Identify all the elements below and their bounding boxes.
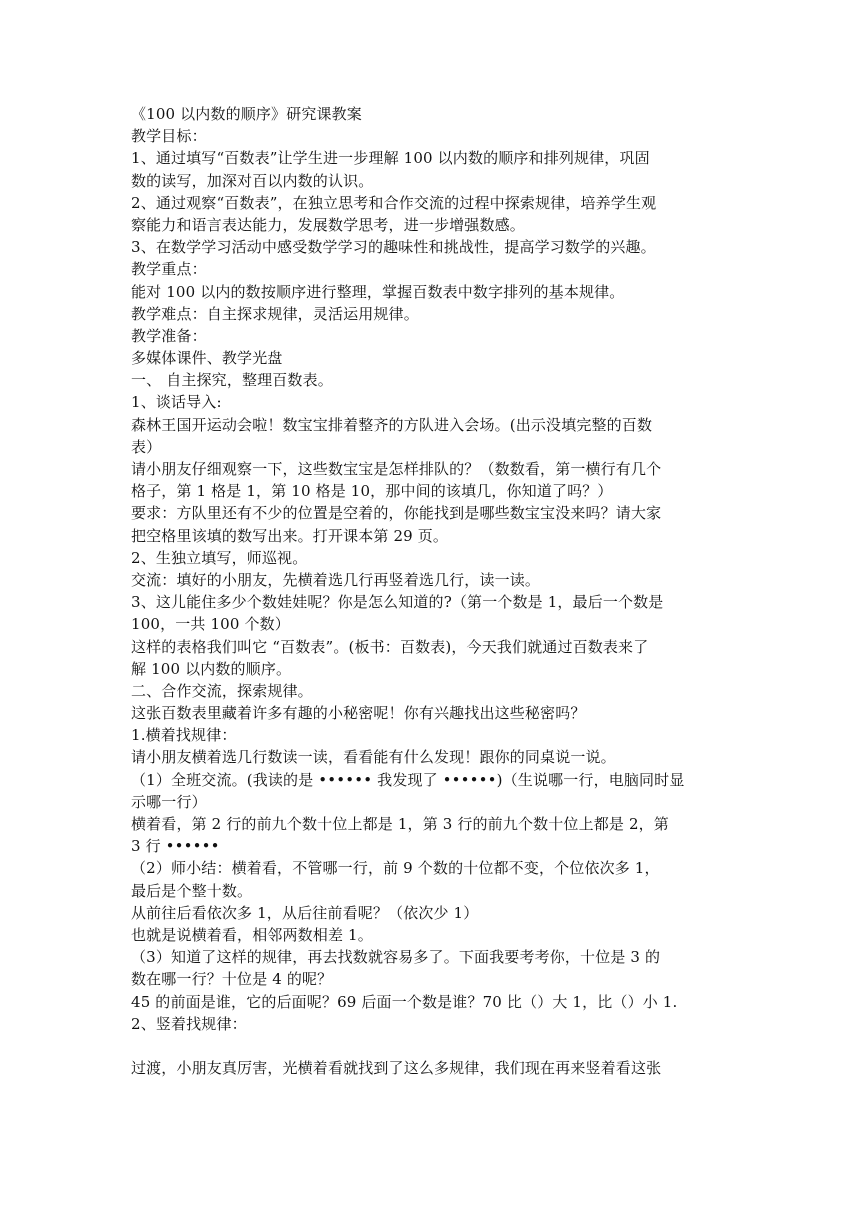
text-line: 表） [131,437,162,456]
text-line: 交流：填好的小朋友，先横着选几行再竖着选几行，读一读。 [131,570,541,589]
section-heading-part-one: 一、 自主探究，整理百数表。 [131,371,333,390]
text-line: （2）师小结：横着看，不管哪一行，前 9 个数的十位都不变，个位依次多 1， [131,859,660,878]
text-line: 森林王国开运动会啦！数宝宝排着整齐的方队进入会场。(出示没填完整的百数 [131,415,653,434]
section-heading-difficulties: 教学难点：自主探求规律，灵活运用规律。 [131,304,419,323]
text-line: 过渡，小朋友真厉害，光横着看就找到了这么多规律，我们现在再来竖着看这张 [131,1059,662,1078]
text-line: 也就是说横着看，相邻两数相差 1。 [131,925,373,944]
section-heading-preparation: 教学准备： [131,326,207,345]
text-line: 数在哪一行？十位是 4 的呢？ [131,970,333,989]
section-heading-part-two: 二、合作交流，探索规律。 [131,681,313,700]
text-line: （1）全班交流。(我读的是 •••••• 我发现了 ••••••)（生说哪一行，电脑同时显 [131,770,685,789]
text-line: 能对 100 以内的数按顺序进行整理，掌握百数表中数字排列的基本规律。 [131,282,625,301]
text-line: 数的读写，加深对百以内数的认识。 [131,171,374,190]
section-heading-key-points: 教学重点： [131,260,207,279]
text-line: 示哪一行） [131,792,207,811]
text-line: 45 的前面是谁，它的后面呢？69 后面一个数是谁？70 比（）大 1，比（）小 1. [131,992,678,1011]
subheading: 1、谈话导入: [131,393,222,412]
section-heading-objectives: 教学目标： [131,127,207,146]
text-line: 从前往后看依次多 1，从后往前看呢？（依次少 1） [131,903,479,922]
text-line: 请小朋友横着选几行数读一读，看看能有什么发现！跟你的同桌说一说。 [131,748,616,767]
document-body [131,103,731,1079]
subheading: 1.横着找规律： [131,726,237,745]
text-line: 2、通过观察“百数表”，在独立思考和合作交流的过程中探索规律，培养学生观 [131,193,657,212]
document-title: 《100 以内数的顺序》研究课教案 [131,105,362,123]
text-line: 这样的表格我们叫它 “百数表”。(板书：百数表)，今天我们就通过百数表来了 [131,637,649,656]
blank-line [131,1035,731,1057]
text-line: 1、通过填写“百数表”让学生进一步理解 100 以内数的顺序和排列规律，巩固 [131,149,650,168]
subheading: 3、这儿能住多少个数娃娃呢？你是怎么知道的?（第一个数是 1，最后一个数是 [131,593,664,612]
text-line: 解 100 以内数的顺序。 [131,659,292,678]
text-line: 格子，第 1 格是 1，第 10 格是 10，那中间的该填几，你知道了吗？） [131,482,613,501]
text-line: 这张百数表里藏着许多有趣的小秘密呢！你有兴趣找出这些秘密吗？ [131,704,586,723]
text-line: （3）知道了这样的规律，再去找数就容易多了。下面我要考考你，十位是 3 的 [131,948,661,967]
text-line: 多媒体课件、教学光盘 [131,349,283,368]
subheading: 2、生独立填写，师巡视。 [131,548,308,567]
text-line: 把空格里该填的数写出来。打开课本第 29 页。 [131,526,449,545]
text-line: 请小朋友仔细观察一下，这些数宝宝是怎样排队的？（数数看，第一横行有几个 [131,460,662,478]
text-line: 最后是个整十数。 [131,881,253,900]
subheading: 2、竖着找规律： [131,1014,247,1033]
text-line: 要求：方队里还有不少的位置是空着的，你能找到是哪些数宝宝没来吗？请大家 [131,504,662,523]
text-line: 100，一共 100 个数） [131,615,290,634]
text-line: 横着看，第 2 行的前九个数十位上都是 1，第 3 行的前九个数十位上都是 2，第 [131,815,669,833]
text-line: 察能力和语言表达能力，发展数学思考，进一步增强数感。 [131,215,525,234]
text-line: 3 行 •••••• [131,837,220,856]
text-line: 3、在数学学习活动中感受数学学习的趣味性和挑战性，提高学习数学的兴趣。 [131,238,656,257]
